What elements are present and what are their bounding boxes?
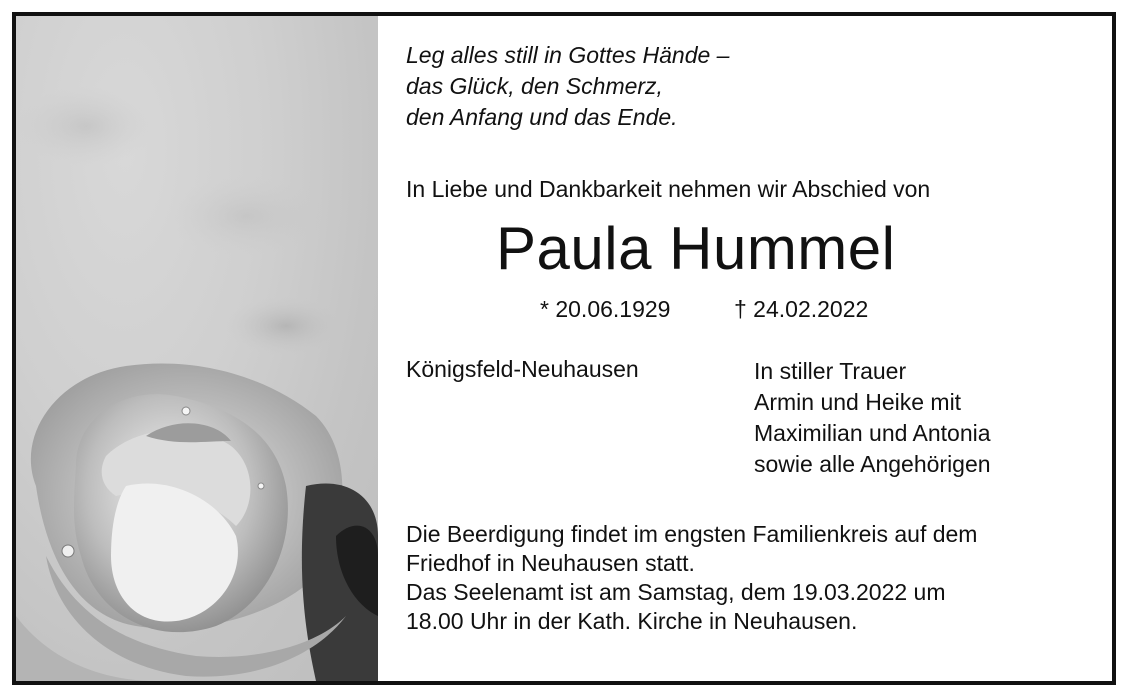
mourners-line: sowie alle Angehörigen (754, 451, 991, 477)
mourners-line: Maximilian und Antonia (754, 420, 991, 446)
memorial-verse: Leg alles still in Gottes Hände – das Glück, den Schmerz, den Anfang und das Ende. (406, 42, 730, 130)
place-name: Königsfeld-Neuhausen (406, 356, 639, 382)
funeral-notice (406, 520, 977, 636)
rose-image (16, 16, 378, 681)
mourners-list (754, 356, 991, 480)
farewell-intro: In Liebe und Dankbarkeit nehmen wir Abschied von (406, 176, 931, 202)
notice-line: 18.00 Uhr in der Kath. Kirche in Neuhausen. (406, 608, 858, 634)
mourners-line: In stiller Trauer (754, 358, 907, 384)
death-date: † 24.02.2022 (734, 296, 869, 322)
birth-date: * 20.06.1929 (540, 296, 671, 322)
notice-line: Das Seelenamt ist am Samstag, dem 19.03.2022 um (406, 579, 946, 605)
notice-line: Friedhof in Neuhausen statt. (406, 550, 695, 576)
rose-illustration (16, 16, 378, 681)
deceased-name: Paula Hummel (496, 215, 896, 282)
notice-line: Die Beerdigung findet im engsten Familienkreis auf dem (406, 521, 978, 547)
mourners-line: Armin und Heike mit (754, 389, 962, 415)
